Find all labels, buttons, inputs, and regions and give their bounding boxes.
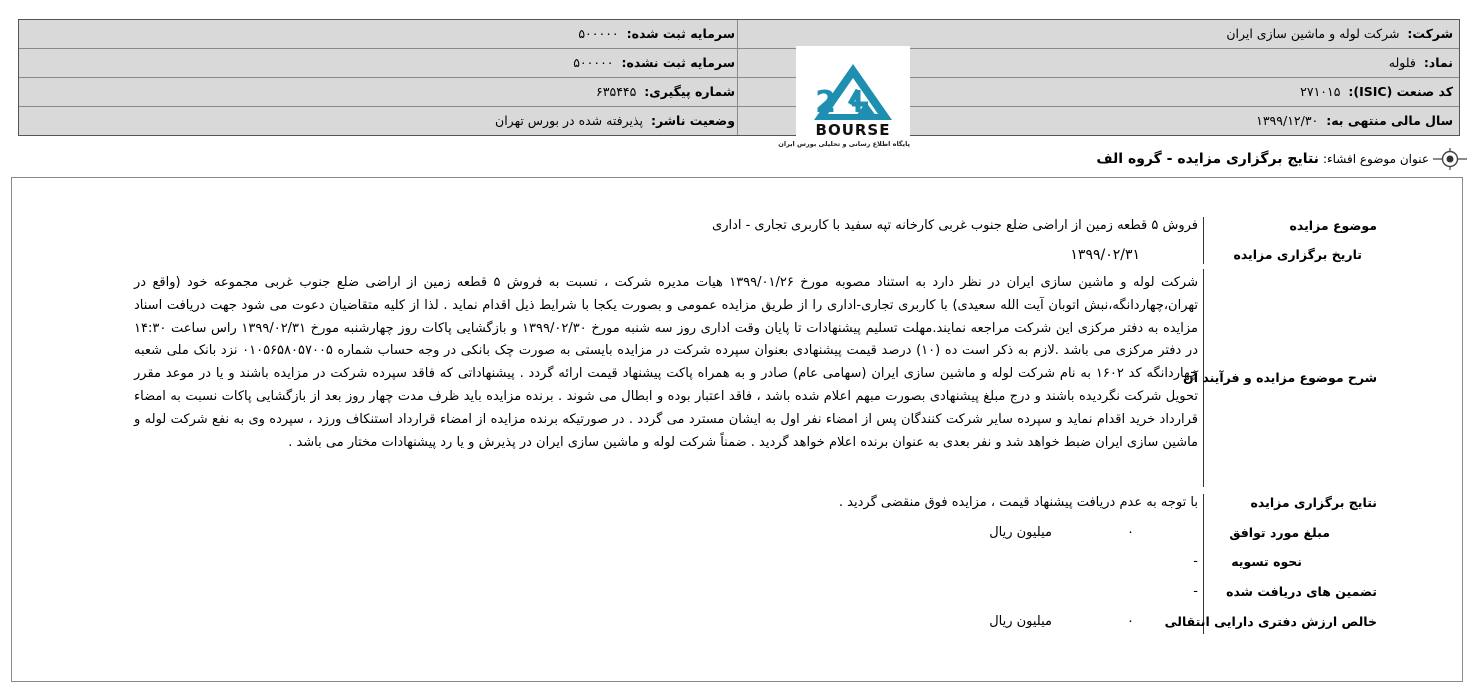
symbol-cell <box>1389 49 1453 77</box>
date-label: تاریخ برگزاری مزایده <box>1233 247 1362 262</box>
guarantees-value: - <box>1193 584 1198 599</box>
unregistered-capital-label: سرمایه ثبت نشده: <box>621 55 735 70</box>
info-row-symbol <box>19 49 1459 78</box>
company-info-grid <box>18 19 1460 136</box>
info-row-isic <box>19 78 1459 107</box>
registered-capital-value: ۵۰۰۰۰۰ <box>578 26 619 41</box>
fiscal-year-cell <box>1256 107 1453 135</box>
book-value-unit: میلیون ریال <box>989 614 1052 629</box>
results-value: با توجه به عدم دریافت پیشنهاد قیمت ، مزایده فوق منقضی گردید . <box>838 495 1198 510</box>
tracking-number-value: ۶۳۵۴۴۵ <box>596 84 637 99</box>
auction-details-panel <box>11 177 1463 682</box>
tracking-number-cell <box>596 78 735 106</box>
symbol-label: نماد: <box>1423 55 1453 70</box>
description-label: شرح موضوع مزایده و فرآیند آن <box>1183 370 1377 385</box>
book-value-value: ۰ <box>1127 614 1134 629</box>
registered-capital-cell <box>578 20 735 48</box>
fiscal-year-label: سال مالی منتهی به: <box>1326 113 1453 128</box>
date-value: ۱۳۹۹/۰۲/۳۱ <box>1070 247 1140 263</box>
registered-capital-label: سرمایه ثبت شده: <box>626 26 735 41</box>
publisher-status-value: پذیرفته شده در بورس تهران <box>495 113 643 128</box>
page-title: نتایج برگزاری مزایده - گروه الف <box>1096 151 1319 167</box>
disclosure-title <box>1096 147 1467 171</box>
tracking-number-label: شماره پیگیری: <box>644 84 735 99</box>
unregistered-capital-cell <box>573 49 735 77</box>
company-value: شرکت لوله و ماشین سازی ایران <box>1226 26 1400 41</box>
agreed-amount-label: مبلغ مورد توافق <box>1229 525 1330 540</box>
book-value-label: خالص ارزش دفتری دارایی انتقالی <box>1164 614 1377 629</box>
company-label: شرکت: <box>1407 26 1453 41</box>
unregistered-capital-value: ۵۰۰۰۰۰ <box>573 55 614 70</box>
isic-label: کد صنعت (ISIC): <box>1348 84 1453 99</box>
logo-text: BOURSE <box>815 121 891 139</box>
publisher-status-label: وضعیت ناشر: <box>650 113 735 128</box>
bourse24-logo[interactable] <box>778 46 910 148</box>
info-row-fiscal-year <box>19 107 1459 136</box>
symbol-value: فلوله <box>1388 55 1416 70</box>
agreed-amount-value: ۰ <box>1127 525 1134 540</box>
info-row-company <box>19 20 1459 49</box>
separator-line <box>1203 217 1204 264</box>
logo-triangle-icon <box>796 46 910 122</box>
company-cell <box>1226 20 1453 48</box>
subject-label: موضوع مزایده <box>1289 218 1377 233</box>
publisher-status-cell <box>495 107 735 135</box>
title-prefix: عنوان موضوع افشاء: <box>1322 152 1429 166</box>
results-label: نتایج برگزاری مزایده <box>1250 495 1377 510</box>
guarantees-label: تضمین های دریافت شده <box>1226 584 1377 599</box>
settlement-value: - <box>1193 554 1198 569</box>
fiscal-year-value: ۱۳۹۹/۱۲/۳۰ <box>1256 113 1319 128</box>
description-text: شرکت لوله و ماشین سازی ایران در نظر دارد به استناد مصوبه مورخ ۱۳۹۹/۰۱/۲۶ هیات مدیره شرکت ، نسبت به فروش ۵ قطعه زمین از اراضی ضلع جنوب غربی مجموعه خود (واقع در تهران،چهاردانگه،نبش اتوبان آیت الله سعیدی) با کاربری تجاری-اداری را از طریق مزایده عمومی و بصورت یکجا با شرایط ذیل اقدام نماید . لذا از کلیه متقاضیان دعوت می شود جهت دریافت اسناد مزایده به دفتر مرکزی این شرکت مراجعه نمایند.مهلت تسلیم پیشنهادات تا پایان وقت اداری روز سه شنبه مورخ ۱۳۹۹/۰۲/۳۰ و بازگشایی پاکات روز چهارشنبه مورخ ۱۳۹۹/۰۲/۳۱ راس ساعت ۱۴:۳۰ در دفتر مرکزی می باشد .لازم به ذکر است ده (۱۰) درصد قیمت پیشنهادی بعنوان سپرده شرکت در مزایده بایستی به صورت چک بانکی در وجه حساب شماره ۰۱۰۵۶۵۸۰۵۷۰۰۵ نزد بانک ملی شعبه چهاردانگه کد ۱۶۰۲ به نام شرکت لوله و ماشین سازی ایران (سهامی عام) صادر و به همراه پاکت پیشنهاد قیمت ارائه گردد . پیشنهاداتی که فاقد سپرده شرکت در مزایده باشند و یا در موعد مقرر تحویل شرکت نگردیده باشند و درج مبلغ پیشنهادی بصورت مبهم اعلام شده باشد ، فاقد اعتبار بوده و ابطال می شوند . برنده مزایده باید ظرف مدت چهار روز بعد از بازگشایی پاکات نسبت به امضاء قرارداد خرید اقدام نماید و سپرده سایر شرکت کنندگان پس از امضاء نفر اول به ایشان مسترد می گردد . در صورتیکه برنده مزایده از امضاء قرارداد استنکاف ورزد ، سپرده وی به نفع شرکت لوله و ماشین سازی ایران ضبط خواهد شد و نفر بعدی به عنوان برنده اعلام خواهد گردید . ضمناً شرکت لوله و ماشین سازی ایران در پذیرش و یا رد پیشنهادات مختار می باشد . <box>134 275 1199 450</box>
target-bullet-icon <box>1433 147 1467 171</box>
agreed-amount-unit: میلیون ریال <box>989 525 1052 540</box>
isic-value: ۲۷۱۰۱۵ <box>1300 84 1341 99</box>
subject-value: فروش ۵ قطعه زمین از اراضی ضلع جنوب غربی کارخانه تپه سفید با کاربری تجاری - اداری <box>712 218 1198 233</box>
svg-text:2: 2 <box>815 85 836 120</box>
isic-cell <box>1300 78 1453 106</box>
settlement-label: نحوه تسویه <box>1231 554 1302 569</box>
logo-subtitle: پایگاه اطلاع رسانی و تحلیلی بورس ایران <box>778 140 910 148</box>
